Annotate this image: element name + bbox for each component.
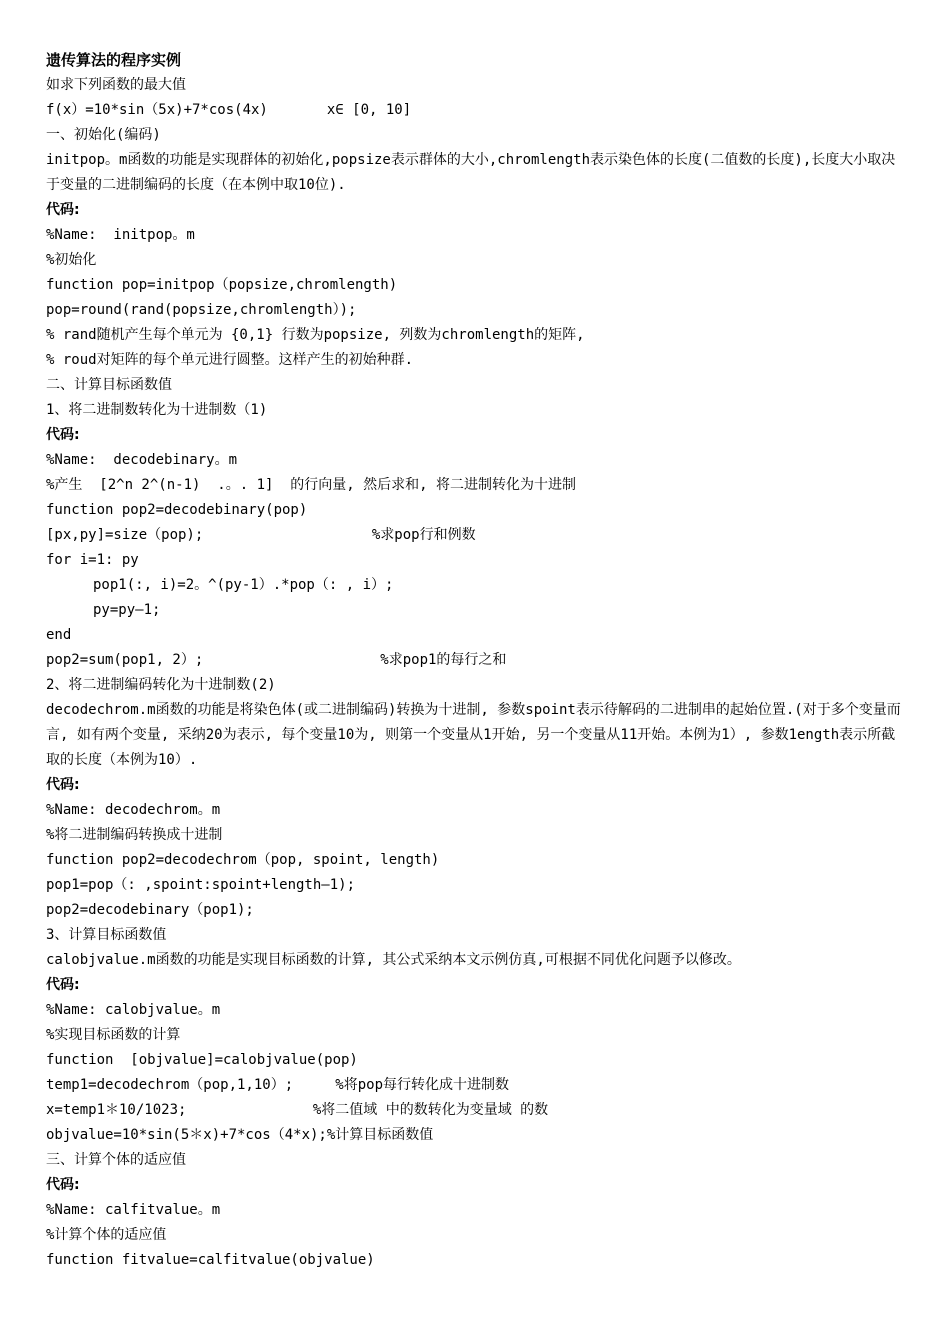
code-line: x=temp1＊10/1023; %将二值域 中的数转化为变量域 的数 (46, 1102, 549, 1118)
paragraph-calobjvalue: calobjvalue.m函数的功能是实现目标函数的计算, 其公式采纳本文示例仿真,可根据不同优化问题予以修改。 (46, 952, 741, 968)
document-title: 遗传算法的程序实例 (46, 51, 182, 69)
subsection-heading: 2、将二进制编码转化为十进制数(2) (46, 677, 276, 693)
subsection-heading: 3、计算目标函数值 (46, 927, 167, 943)
code-comment: % roud对矩阵的每个单元进行圆整。这样产生的初始种群. (46, 352, 413, 368)
code-line: %实现目标函数的计算 (46, 1027, 181, 1043)
code-line: %Name: decodechrom。m (46, 802, 221, 818)
code-line: pop2=decodebinary（pop1); (46, 902, 254, 918)
section-heading-fitness: 三、计算个体的适应值 (46, 1152, 186, 1168)
code-line: function [objvalue]=calobjvalue(pop) (46, 1052, 358, 1068)
function-formula: f(x）=10*sin（5x)+7*cos(4x) x∈ [0, 10] (46, 102, 412, 118)
code-line: pop=round(rand(popsize,chromlength）); (46, 302, 357, 318)
code-line: pop1=pop（: ,spoint:spoint+length—1); (46, 877, 356, 893)
code-line: %产生 [2^n 2^(n-1) .。. 1] 的行向量, 然后求和, 将二进制转化为十进制 (46, 477, 577, 493)
code-line: %Name: calfitvalue。m (46, 1202, 221, 1218)
code-line: end (46, 627, 72, 643)
code-line: function pop2=decodebinary(pop) (46, 502, 308, 518)
code-label: 代码: (46, 977, 80, 993)
paragraph-initpop: initpop。m函数的功能是实现群体的初始化,popsize表示群体的大小,chromlength表示染色体的长度(二值数的长度),长度大小取决于变量的二进制编码的长度（在本例中取10位). (46, 152, 896, 193)
code-line: %计算个体的适应值 (46, 1227, 167, 1243)
code-label: 代码: (46, 202, 80, 218)
code-line: for i=1: py (46, 552, 139, 568)
code-line: function fitvalue=calfitvalue(objvalue) (46, 1252, 375, 1268)
code-line: %Name: initpop。m (46, 227, 195, 243)
code-line: pop2=sum(pop1, 2）; %求pop1的每行之和 (46, 652, 507, 668)
code-line: pop1(:, i)=2。^(py-1）.*pop（: , i）; (93, 577, 394, 593)
code-label: 代码: (46, 1177, 80, 1193)
code-line: %初始化 (46, 252, 97, 268)
code-line: [px,py]=size（pop); %求pop行和例数 (46, 527, 476, 543)
code-line: function pop=initpop（popsize,chromlength) (46, 277, 398, 293)
code-line: objvalue=10*sin(5＊x)+7*cos（4*x);%计算目标函数值 (46, 1127, 434, 1143)
section-heading-init: 一、初始化(编码) (46, 127, 161, 143)
intro-text: 如求下列函数的最大值 (46, 77, 186, 93)
paragraph-decodechrom: decodechrom.m函数的功能是将染色体(或二进制编码)转换为十进制, 参数spoint表示待解码的二进制串的起始位置.(对于多个变量而言, 如有两个变量, 采纳20为表示, 每个变量10为, 则第一个变量从1开始, 另一个变量从11开始。本例为1）, 参数1ength表示所截取的长度（本例为10）. (46, 702, 901, 768)
document-body (46, 48, 908, 1273)
code-line: py=py—1; (93, 602, 161, 618)
code-label: 代码: (46, 777, 80, 793)
code-line: %将二进制编码转换成十进制 (46, 827, 223, 843)
code-line: %Name: decodebinary。m (46, 452, 238, 468)
code-line: temp1=decodechrom（pop,1,10）; %将pop每行转化成十进制数 (46, 1077, 510, 1093)
code-label: 代码: (46, 427, 80, 443)
code-line: %Name: calobjvalue。m (46, 1002, 221, 1018)
code-line: function pop2=decodechrom（pop, spoint, length) (46, 852, 440, 868)
subsection-heading: 1、将二进制数转化为十进制数（1) (46, 402, 268, 418)
code-comment: % rand随机产生每个单元为 {0,1} 行数为popsize, 列数为chromlength的矩阵, (46, 327, 585, 343)
section-heading-objective: 二、计算目标函数值 (46, 377, 172, 393)
